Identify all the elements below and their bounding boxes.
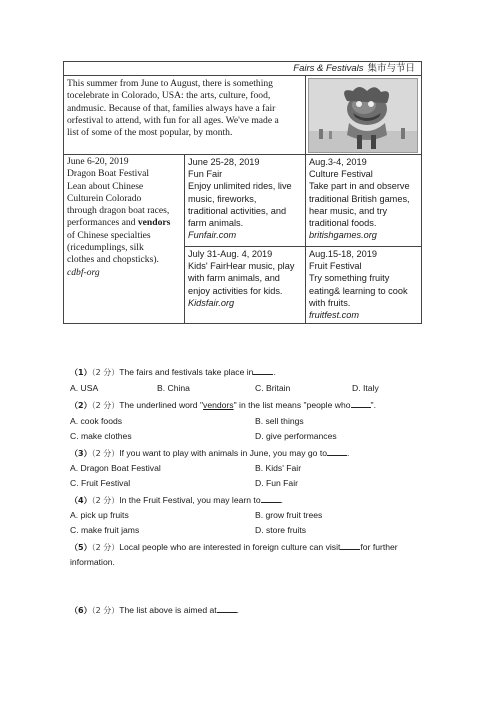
fairs-festivals-table	[63, 61, 422, 324]
fun-fair-cell	[188, 156, 304, 241]
question-end: .	[236, 605, 240, 615]
intro-line: orfestival to attend, with fun for all ages. We've made a	[67, 114, 279, 126]
festival-text-line: through dragon boat races,	[67, 205, 170, 217]
festival-text-line: clothes and chopsticks).	[67, 254, 159, 266]
festival-date: Aug.3-4, 2019	[309, 157, 367, 167]
header-title-zh: 集市与节日	[367, 63, 415, 74]
option-2a[interactable]: A. cook foods	[70, 416, 123, 426]
question-5	[70, 541, 398, 553]
option-1c[interactable]: C. Britain	[255, 383, 291, 393]
festival-text-line: eating& learning to cook	[309, 285, 408, 296]
row-divider-top	[64, 154, 421, 155]
intro-line: andmusic. Because of that, families always have a fair	[67, 102, 276, 114]
dragon-boat-cell	[67, 156, 183, 279]
option-3b[interactable]: B. Kids' Fair	[255, 463, 302, 473]
question-5-line2: information.	[70, 557, 115, 567]
question-text: Local people who are interested in foreign culture can visit	[119, 542, 341, 552]
fruit-festival-cell	[309, 248, 421, 321]
culture-festival-cell	[309, 156, 421, 241]
column-divider-1	[184, 154, 185, 324]
vendors-word: vendors	[137, 217, 171, 229]
option-2d[interactable]: D. give performances	[255, 431, 337, 441]
intro-line: This summer from June to August, there is something	[67, 78, 273, 89]
underlined-word: vendors	[203, 400, 234, 410]
dragon-dance-photo	[308, 78, 418, 153]
festival-date: Aug.15-18, 2019	[309, 249, 377, 259]
answer-blank[interactable]	[351, 399, 371, 408]
dragon-dance-illustration	[309, 79, 418, 153]
festival-text-line	[67, 217, 183, 229]
festival-text-line: enjoy activities for kids.	[188, 285, 283, 296]
question-points: （2 分）	[91, 401, 120, 410]
question-end: .	[273, 367, 276, 377]
option-4b[interactable]: B. grow fruit trees	[255, 510, 323, 520]
festival-text-line: Dragon Boat Festival	[67, 168, 150, 180]
festival-website: fruitfest.com	[309, 310, 360, 321]
question-2	[70, 399, 376, 411]
festival-text-line: Culturein Colorado	[67, 192, 142, 204]
question-number: （4）	[70, 496, 92, 505]
question-number: （3）	[70, 449, 92, 458]
option-4a[interactable]: A. pick up fruits	[70, 510, 129, 520]
festival-date: June 6-20, 2019	[67, 156, 129, 167]
question-end: ".	[370, 400, 376, 410]
question-number: （1）	[70, 368, 92, 377]
question-number: （2）	[70, 401, 92, 410]
column-divider-2	[305, 154, 306, 324]
question-text: The fairs and festivals take place in	[119, 367, 254, 377]
option-4c[interactable]: C. make fruit jams	[70, 525, 140, 535]
answer-blank[interactable]	[261, 494, 281, 503]
festival-website: britishgames.org	[309, 230, 377, 241]
festival-text-line: Enjoy unlimited rides, live	[188, 181, 292, 192]
question-end: for further	[360, 542, 398, 552]
option-3d[interactable]: D. Fun Fair	[255, 478, 298, 488]
header-title-en: Fairs & Festivals	[293, 63, 364, 74]
question-1	[70, 366, 276, 378]
question-end: .	[347, 448, 350, 458]
option-1a[interactable]: A. USA	[70, 383, 99, 393]
table-header	[64, 62, 421, 76]
question-text: " in the list means "people who	[233, 400, 351, 410]
question-number: （5）	[70, 543, 92, 552]
festival-website: Kidsfair.org	[188, 297, 235, 308]
festival-text-line: Try something fruity	[309, 273, 390, 284]
festival-date: July 31-Aug. 4, 2019	[188, 249, 273, 259]
option-2c[interactable]: C. make clothes	[70, 431, 132, 441]
question-end: .	[280, 495, 283, 505]
answer-blank[interactable]	[340, 541, 360, 550]
answer-blank[interactable]	[327, 447, 350, 458]
festival-text-line: hear music, and try	[309, 205, 388, 216]
festival-website: Funfair.com	[188, 230, 237, 241]
festival-text-line: of Chinese specialties	[67, 229, 151, 241]
question-points: （2 分）	[91, 496, 120, 505]
row-divider-middle	[184, 246, 421, 247]
festival-text-line: Take part in and observe	[309, 181, 410, 192]
festival-text-line: traditional activities, and	[188, 205, 287, 216]
intro-line: list of some of the most popular, by month.	[67, 127, 233, 139]
festival-text-line: (ricedumplings, silk	[67, 242, 144, 254]
question-points: （2 分）	[91, 606, 120, 615]
festival-text-line: Kids' FairHear music, play	[188, 261, 295, 272]
festival-text-line: traditional British games,	[309, 193, 410, 204]
question-6	[70, 604, 239, 616]
question-text: The list above is aimed at	[119, 605, 217, 615]
question-text: The underlined word "	[119, 400, 204, 410]
question-points: （2 分）	[91, 449, 120, 458]
festival-date: June 25-28, 2019	[188, 157, 260, 167]
intro-paragraph	[67, 78, 301, 139]
festival-text-line: Fruit Festival	[309, 261, 362, 272]
festival-text-line: with farm animals, and	[188, 273, 280, 284]
question-number: （6）	[70, 606, 92, 615]
festival-text-line: with fruits.	[309, 297, 351, 308]
question-points: （2 分）	[91, 543, 120, 552]
festival-text-line: Fun Fair	[188, 169, 223, 180]
question-text: In the Fruit Festival, you may learn to	[119, 495, 261, 505]
festival-website: cdbf-org	[67, 266, 100, 278]
question-text: If you want to play with animals in June, you may go to	[119, 448, 328, 458]
festival-text-line: traditional foods.	[309, 218, 377, 229]
option-1b[interactable]: B. China	[157, 383, 190, 393]
kids-fair-cell	[188, 248, 304, 309]
festival-text-line: Lean about Chinese	[67, 180, 144, 192]
question-3	[70, 447, 349, 459]
question-points: （2 分）	[91, 368, 120, 377]
option-3c[interactable]: C. Fruit Festival	[70, 478, 131, 488]
vendors-line-prefix: performances and	[67, 217, 138, 229]
festival-text-line: Culture Festival	[309, 169, 373, 180]
option-3a[interactable]: A. Dragon Boat Festival	[70, 463, 161, 473]
option-1d[interactable]: D. Italy	[352, 383, 379, 393]
festival-text-line: music, fireworks,	[188, 193, 257, 204]
answer-blank[interactable]	[253, 366, 276, 377]
option-4d[interactable]: D. store fruits	[255, 525, 307, 535]
answer-blank[interactable]	[217, 604, 240, 615]
festival-text-line: farm animals.	[188, 218, 244, 229]
option-2b[interactable]: B. sell things	[255, 416, 304, 426]
question-4	[70, 494, 283, 506]
column-divider-intro	[305, 76, 306, 154]
intro-line: tocelebrate in Colorado, USA: the arts, culture, food,	[67, 90, 271, 102]
